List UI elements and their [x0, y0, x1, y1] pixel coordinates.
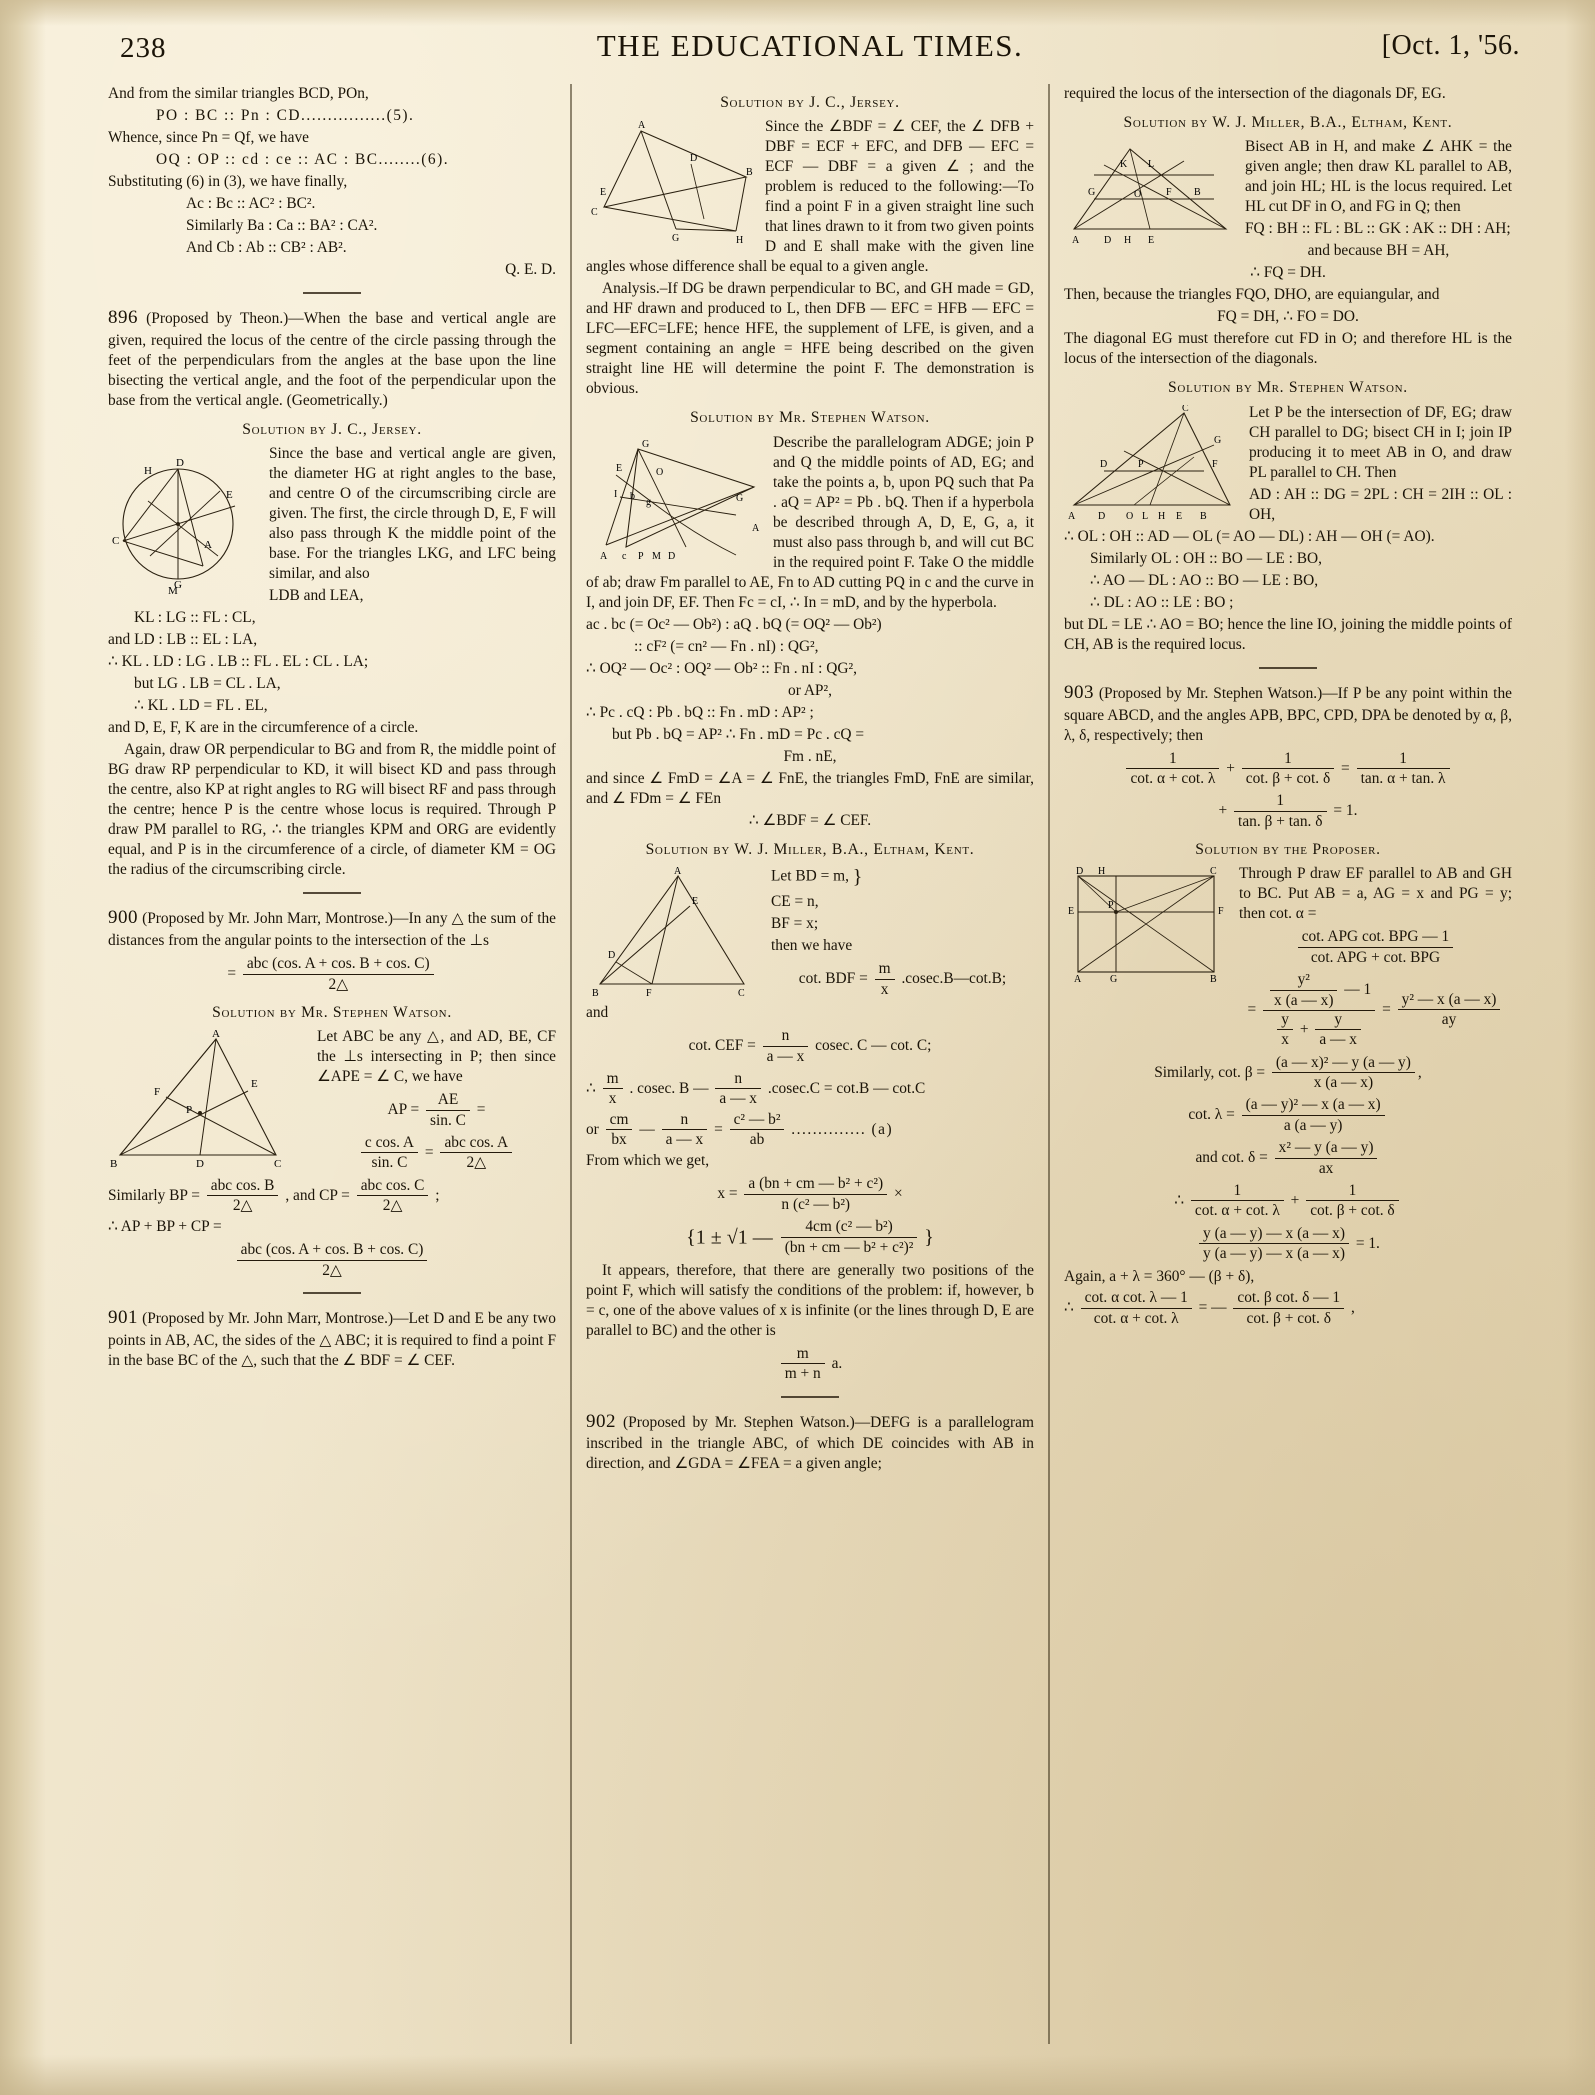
- equation: BF = x;: [770, 915, 819, 933]
- svg-text:B: B: [745, 167, 753, 179]
- equation: [1064, 1139, 1512, 1178]
- fraction-numerator: y (a — y) — x (a — x): [1199, 1225, 1349, 1244]
- equation-tail: — 1: [1340, 981, 1372, 999]
- equation: $\frac{1}{\cot. \alpha + \cot. \lambda}$ + $\frac{1}{\cot. \beta + \cot. \delta}$ = $\frac{1}{\tan. \alpha + \tan. \lambda}$: [1064, 750, 1512, 789]
- equation: Ac : Bc :: AC² : BC².: [186, 195, 316, 213]
- svg-text:P: P: [186, 1104, 193, 1117]
- solution-text: and: [585, 1004, 609, 1022]
- equation: Again, a + λ = 360° — (β + δ),: [1063, 1268, 1255, 1286]
- equation: ∴ Pc . cQ : Pb . bQ :: Fn . mD : AP² ;: [585, 703, 814, 721]
- problem-number: 902: [585, 1410, 616, 1432]
- problem-number: 901: [108, 1307, 138, 1329]
- equation: FQ = DH, ∴ FO = DO.: [1217, 308, 1359, 326]
- equation-lead: cot. λ =: [1188, 1106, 1239, 1124]
- equation-tail: }: [924, 1226, 934, 1249]
- solution-text: but DL = LE ∴ AO = BO; hence the line IO, joining the middle points of CH, AB is the required locus.: [1063, 615, 1512, 653]
- fraction-denominator: cot. APG + cot. BPG: [1310, 948, 1441, 966]
- equation: + $\frac{1}{\tan. \beta + \tan. \delta}$ = 1.: [1218, 792, 1358, 830]
- svg-text:A: A: [204, 539, 212, 552]
- figure-triangle-midpoints: [1064, 405, 1240, 523]
- fraction-numerator: m: [781, 1345, 825, 1364]
- fraction-denominator: cot. β + cot. δ: [1245, 770, 1331, 788]
- fraction-numerator: cot. β cot. δ — 1: [1233, 1289, 1344, 1308]
- problem-text: (Proposed by Mr. John Marr, Montrose.)—Let D and E be any two points in AB, AC, the sides of the △ ABC; it is required to find a point F in the base BC of the △, such that the ∠ BDF = ∠ CEF.: [108, 1310, 557, 1369]
- fraction-denominator: ab: [749, 1131, 765, 1149]
- equation-tail: ×: [893, 1185, 903, 1203]
- equation-lead: or: [585, 1120, 603, 1138]
- equation-lead: and cot. δ =: [1195, 1148, 1272, 1166]
- equation-tag: .............. (a): [791, 1120, 894, 1138]
- solution-heading: Solution by W. J. Miller, B.A., Eltham, Kent.: [1123, 114, 1453, 132]
- equation-line: Let BD = m,: [770, 867, 849, 885]
- fraction-numerator: n: [715, 1070, 761, 1089]
- fraction-denominator: tan. β + tan. δ: [1238, 812, 1323, 830]
- equation: $\frac{\text{c cos. A}}{\sin. C}$ = $\frac{\text{abc cos. A}}{2\triangle}$: [108, 1134, 556, 1173]
- fraction-denominator: y (a — y) — x (a — x): [1203, 1245, 1345, 1263]
- equation: ∴ $\frac{1}{\cot. \alpha + \cot. \lambda}$ + $\frac{1}{\cot. \beta + \cot. \delta}$: [1064, 1182, 1512, 1221]
- svg-text:M: M: [168, 585, 178, 598]
- svg-text:D: D: [1075, 866, 1084, 878]
- fraction-numerator: m: [875, 960, 895, 979]
- fraction-denominator: a — x: [719, 1090, 758, 1108]
- equation: but LG . LB = CL . LA,: [134, 675, 281, 693]
- fraction-denominator: a — x: [1319, 1031, 1357, 1049]
- fraction-numerator: [1263, 971, 1375, 1011]
- equation: [586, 1175, 1034, 1214]
- fraction-denominator: cot. α + cot. λ: [1194, 1202, 1280, 1220]
- fraction-numerator: c² — b²: [730, 1111, 785, 1130]
- svg-text:H: H: [1157, 510, 1166, 522]
- solution-text: Let P be the intersection of DF, EG; draw CH parallel to DG; bisect CH in I; join IP producing it to meet AB in O, and draw PL parallel to CH. Then: [1248, 403, 1512, 481]
- figure-triangle-locus: [1064, 139, 1236, 247]
- fraction-numerator: n: [763, 1027, 809, 1046]
- fraction-denominator: x: [1281, 1031, 1289, 1049]
- fraction-numerator: c cos. A: [361, 1134, 418, 1153]
- equation-tail: a.: [831, 1354, 843, 1372]
- fraction-numerator: y: [1277, 1011, 1293, 1030]
- equation: ∴ OL : OH :: AD — OL (= AO — DL) : AH — OH (= AO).: [1063, 527, 1435, 545]
- svg-text:C: C: [590, 207, 598, 219]
- fraction-denominator: ay: [1441, 1011, 1457, 1029]
- paragraph: required the locus of the intersection of the diagonals DF, EG.: [1063, 85, 1446, 102]
- page-edge-shadow-right: [1565, 0, 1595, 2095]
- equation: [108, 1241, 556, 1280]
- equation: Similarly BP = $\frac{\text{abc cos. B}}{2\triangle}$ , and CP = $\frac{\text{abc cos. C}}{2\triangle}$ ;: [108, 1176, 440, 1215]
- svg-text:G: G: [671, 233, 680, 245]
- fraction-denominator: x (a — x): [1274, 991, 1334, 1009]
- equation-6: OQ : OP :: cd : ce :: AC : BC........(6).: [156, 151, 450, 169]
- paragraph: Whence, since Pn = Qf, we have: [108, 129, 309, 147]
- solution-text: Through P draw EF parallel to AB and GH to BC. Put AB = a, AG = x and PG = y; then cot. α =: [1238, 865, 1512, 923]
- solution-text: Bisect AB in H, and make ∠ AHK = the given angle; then draw KL parallel to AB, and join HL; HL is the locus required. Let HL cut DF in O, and FG in Q; then: [1244, 138, 1512, 216]
- fraction-numerator: 1: [1242, 750, 1334, 769]
- svg-text:E: E: [1067, 906, 1075, 918]
- svg-text:D: D: [196, 1158, 204, 1170]
- section-divider: [781, 1396, 839, 1398]
- svg-text:c: c: [621, 550, 627, 562]
- page-number: 238: [120, 32, 167, 64]
- equation: Similarly Ba : Ca :: BA² : CA².: [186, 217, 378, 235]
- equation-lead: cot. CEF =: [688, 1037, 760, 1055]
- svg-text:D: D: [667, 550, 676, 562]
- solution-text: From which we get,: [585, 1152, 710, 1170]
- fraction-numerator: abc cos. A: [440, 1134, 512, 1153]
- issue-dateline: [Oct. 1, '56.: [1381, 30, 1520, 61]
- fraction-numerator: 1: [1191, 1182, 1284, 1201]
- fraction-numerator: 1: [1306, 1182, 1398, 1201]
- fraction-numerator: abc cos. B: [207, 1177, 279, 1196]
- problem-902: [586, 1410, 1034, 1475]
- svg-text:B: B: [1209, 974, 1217, 983]
- problem-901: [108, 1306, 556, 1371]
- svg-text:A: A: [673, 866, 682, 878]
- column-rule: [1048, 84, 1050, 2044]
- three-column-body: [100, 84, 1520, 2059]
- svg-text:C: C: [274, 1158, 282, 1170]
- section-divider: [303, 292, 361, 294]
- problem-text: (Proposed by Mr. John Marr, Montrose.)—In any △ the sum of the distances from the angular points to the intersection of the ⊥s: [108, 910, 557, 950]
- svg-text:A: A: [1067, 510, 1076, 522]
- svg-text:B: B: [110, 1158, 118, 1170]
- equation-lead: {1 ± √1 —: [686, 1226, 778, 1249]
- fraction-denominator: bx: [611, 1131, 627, 1149]
- svg-text:E: E: [615, 462, 623, 474]
- svg-text:K: K: [1119, 159, 1128, 171]
- fraction-denominator: 2△: [328, 975, 349, 993]
- fraction-numerator: abc cos. C: [357, 1177, 429, 1196]
- svg-text:P: P: [1107, 900, 1114, 912]
- equation: FQ : BH :: FL : BL :: GK : AK :: DH : AH;: [1244, 220, 1511, 238]
- solution-text: Since the base and vertical angle are given, the diameter HG at right angles to the base, and centre O of the circumscribing circle are given. The first, the circle through D, E, F will also pass through K the middle point of the base. For the triangles LKG, and LFC being similar, and also: [269, 445, 557, 583]
- fraction-numerator: cot. APG cot. BPG — 1: [1298, 928, 1454, 947]
- section-divider: [1259, 667, 1317, 669]
- figure-parallelogram-hyperbola: [586, 435, 764, 567]
- equation-5: PO : BC :: Pn : CD................(5).: [156, 107, 415, 125]
- column-rule: [570, 84, 572, 2044]
- equation: [586, 1027, 1034, 1066]
- section-divider: [303, 1292, 361, 1294]
- svg-text:G: G: [1109, 974, 1118, 983]
- equation: Fm . nE,: [783, 747, 837, 765]
- svg-text:G: G: [641, 438, 650, 450]
- column-2: [578, 84, 1042, 2059]
- equation: LDB and LEA,: [269, 587, 364, 605]
- problem-number: 896: [108, 307, 138, 329]
- fraction-denominator: tan. α + tan. λ: [1360, 770, 1446, 788]
- fraction-denominator: ax: [1318, 1159, 1334, 1177]
- fraction-numerator: 1: [1126, 750, 1219, 769]
- equation: CE = n,: [770, 893, 819, 911]
- equation-lead: cot. BDF =: [798, 970, 872, 988]
- equation-mid: =: [714, 1120, 727, 1138]
- svg-text:M: M: [651, 550, 661, 562]
- paragraph: Substituting (6) in (3), we have finally,: [108, 173, 348, 191]
- equation-mid: = —: [1198, 1299, 1231, 1317]
- equation-lead: ∴: [1063, 1299, 1078, 1317]
- equation: [1064, 1225, 1512, 1264]
- svg-text:b: b: [629, 490, 635, 502]
- figure-triangle-bd-ce: [586, 866, 762, 998]
- svg-text:E: E: [1147, 235, 1155, 247]
- equation: [1064, 1096, 1512, 1135]
- problem-896: [108, 306, 556, 411]
- fraction-denominator: cot. α + cot. λ: [1130, 770, 1216, 788]
- svg-text:H: H: [1097, 866, 1106, 878]
- solution-text: and since ∠ FmD = ∠A = ∠ FnE, the triangles FmD, FnE are similar, and ∠ FDm = ∠ FEn: [585, 770, 1034, 808]
- svg-text:E: E: [691, 896, 699, 908]
- page-header: [100, 22, 1520, 78]
- svg-text:E: E: [1175, 510, 1183, 522]
- fraction-numerator: abc (cos. A + cos. B + cos. C): [237, 1241, 428, 1260]
- svg-text:O: O: [1133, 189, 1142, 201]
- svg-text:G: G: [735, 492, 744, 504]
- column-1: [100, 84, 564, 2059]
- equation: ∴ AO — DL : AO :: BO — LE : BO,: [1089, 571, 1319, 589]
- fraction-numerator: a (bn + cm — b² + c²): [744, 1175, 887, 1194]
- fraction-denominator: 2△: [232, 1197, 253, 1215]
- svg-text:F: F: [1211, 458, 1218, 470]
- equation-lead: Similarly, cot. β =: [1154, 1063, 1269, 1081]
- fraction-denominator: cot. β + cot. δ: [1310, 1202, 1395, 1220]
- fraction-numerator: (a — y)² — x (a — x): [1242, 1096, 1385, 1115]
- svg-text:P: P: [1137, 458, 1144, 470]
- column-3: [1056, 84, 1520, 2059]
- solution-text: then we have: [770, 937, 853, 955]
- svg-text:C: C: [737, 988, 745, 999]
- fraction-numerator: y² — x (a — x): [1398, 991, 1501, 1010]
- equation-lead: AP =: [387, 1101, 424, 1119]
- problem-900: [108, 906, 556, 951]
- equation-tail: .cosec.B—cot.B;: [901, 970, 1007, 988]
- equation-tail: ,: [1350, 1299, 1355, 1317]
- fraction-denominator: a — x: [766, 1047, 805, 1065]
- fraction-denominator: m + n: [784, 1365, 821, 1383]
- equation: [586, 1218, 1034, 1257]
- svg-text:A: A: [637, 120, 646, 132]
- equation-tail: .cosec.C = cot.B — cot.C: [767, 1079, 926, 1097]
- equation-mid: , and CP =: [285, 1186, 354, 1204]
- svg-text:F: F: [1165, 187, 1172, 199]
- problem-number: 903: [1063, 681, 1094, 703]
- equation: Similarly OL : OH :: BO — LE : BO,: [1089, 549, 1322, 567]
- fraction-numerator: (a — x)² — y (a — y): [1272, 1054, 1415, 1073]
- svg-text:D: D: [1103, 235, 1112, 247]
- solution-heading: Solution by J. C., Jersey.: [242, 420, 422, 438]
- svg-text:L: L: [1141, 510, 1149, 522]
- section-divider: [303, 892, 361, 894]
- fraction-denominator: cot. β + cot. δ: [1246, 1309, 1331, 1327]
- equation: ∴ FQ = DH.: [1250, 264, 1326, 282]
- solution-heading: Solution by W. J. Miller, B.A., Eltham, Kent.: [645, 841, 975, 859]
- solution-text: Then, because the triangles FQO, DHO, are equiangular, and: [1063, 286, 1440, 304]
- figure-square-apb: [1064, 866, 1230, 982]
- svg-text:I: I: [613, 488, 618, 500]
- fraction-denominator: a (a — y): [1283, 1116, 1343, 1134]
- svg-text:D: D: [607, 950, 616, 962]
- figure-quadrilateral-diagram: [586, 119, 756, 249]
- fraction-denominator: x (a — x): [1313, 1074, 1374, 1092]
- equation: [586, 1070, 1034, 1109]
- svg-text:B: B: [591, 988, 599, 999]
- solution-heading: Solution by J. C., Jersey.: [720, 94, 900, 111]
- svg-text:O: O: [655, 466, 664, 478]
- solution-heading: Solution by the Proposer.: [1195, 841, 1381, 859]
- solution-text: Describe the parallelogram ADGE; join P and Q the middle points of AD, EG; and take the points a, b, upon PQ such that Pa . aQ = AP² = Pb . bQ. Then if a hyperbola be described through A, D, E, G, a, it must also pass through b, and will cut BC in the required point F. Take O the middle of ab; draw Fm parallel to AE, Fn to AD cutting PQ in c and the curve in I, and join DF, EF. Then Fc = cI, ∴ In = mD, and by the hyperbola.: [585, 433, 1034, 611]
- problem-text: (Proposed by Mr. Stephen Watson.)—DEFG is a parallelogram inscribed in the triangle ABC, of which DE coincides with AB in direction, and ∠GDA = ∠FEA = a given angle;: [585, 1413, 1034, 1473]
- solution-text: Analysis.–If DG be drawn perpendicular to BC, and GH made = GD, and HF drawn and produced to L, then DFB — EFC = HFB — EFC = LFC—EFC=LFE; hence HFE, the supplement of LFE, is given, and a segment containing an angle = HFE being described on the given straight line HE will determine the point F. The demonstration is obvious.: [585, 280, 1034, 398]
- equation: ∴ KL . LD = FL . EL,: [134, 697, 268, 715]
- problem-903: [1064, 681, 1512, 746]
- svg-text:O: O: [1125, 510, 1134, 522]
- svg-text:A: A: [1071, 235, 1080, 247]
- fraction-denominator: x: [880, 980, 889, 998]
- page-edge-shadow-left: [0, 0, 46, 2095]
- equation: [586, 1111, 1034, 1150]
- fraction-numerator: y: [1315, 1011, 1361, 1030]
- svg-text:A: A: [212, 1029, 220, 1041]
- svg-text:F: F: [1217, 906, 1224, 918]
- svg-text:E: E: [599, 187, 607, 199]
- fraction-numerator: 1: [1234, 792, 1326, 811]
- equation: = $\frac{\text{abc (cos. A + cos. B + cos. C)}}{2\triangle}$: [108, 955, 556, 994]
- svg-text:L: L: [1147, 159, 1155, 171]
- equation: or AP²,: [788, 681, 832, 699]
- equation: ∴ OQ² — Oc² : OQ² — Ob² :: Fn . nI : QG²,: [585, 659, 857, 677]
- svg-text:G: G: [1087, 187, 1096, 199]
- fraction-numerator: x² — y (a — y): [1275, 1139, 1378, 1158]
- fraction-denominator: $\frac{y}{x}$ + $\frac{y}{a — x}$: [1263, 1011, 1375, 1050]
- svg-text:C: C: [1209, 866, 1217, 878]
- svg-text:D: D: [1097, 510, 1106, 522]
- equation: ac . bc (= Oc² — Ob²) : aQ . bQ (= OQ² — Ob²): [585, 615, 882, 633]
- fraction-numerator: cot. α cot. λ — 1: [1081, 1289, 1192, 1308]
- svg-text:H: H: [735, 235, 744, 247]
- svg-text:F: F: [154, 1086, 161, 1099]
- svg-text:H: H: [144, 465, 152, 478]
- fraction-denominator: (bn + cm — b² + c²)²: [784, 1238, 914, 1256]
- solution-text: and D, E, F, K are in the circumference of a circle.: [108, 719, 419, 737]
- equation: but Pb . bQ = AP² ∴ Fn . mD = Pc . cQ =: [611, 725, 865, 743]
- fraction-denominator: 2△: [322, 1261, 342, 1279]
- solution-heading: Solution by Mr. Stephen Watson.: [212, 1003, 452, 1021]
- svg-text:C: C: [112, 535, 120, 548]
- solution-text: Again, draw OR perpendicular to BG and from R, the middle point of BG draw RP perpendicular to KD, it will bisect KD and pass through the centre, also KP at right angles to RG will bisect RF and pass through the centre; hence P is the centre whose locus is required. Through P draw PM parallel to RG, ∴ the triangles KPM and ORG are evidently equal, and P is in the circumference of a circle, of diameter KM = OG the radius of the circumscribing circle.: [108, 741, 557, 879]
- equation: ∴ KL . LD : LG . LB :: FL . EL : CL . LA;: [108, 653, 369, 671]
- fraction-denominator: sin. C: [430, 1111, 466, 1129]
- fraction-numerator: n: [662, 1111, 708, 1130]
- solution-text: Since the ∠BDF = ∠ CEF, the ∠ DFB + DBF = ECF + EFC, and DFB — EFC = ECF — DBF = a given ∠ ; and the problem is reduced to the following:—To find a point F in a given straight line such that lines drawn to it from two given points D and E shall make with the given line angles whose difference shall be equal to a given angle.: [585, 118, 1034, 276]
- solution-text: It appears, therefore, that there are generally two positions of the point F, which will satisfy the conditions of the problem: if, however, b = c, one of the above values of x is infinite (or the lines through D, E are parallel to BC) and the other is: [585, 1261, 1034, 1339]
- fraction-denominator: sin. C: [371, 1154, 408, 1172]
- svg-text:F: F: [645, 988, 652, 999]
- problem-number: 900: [108, 907, 138, 929]
- equation-tail: cosec. C — cot. C;: [815, 1037, 932, 1055]
- fraction-denominator: n (c² — b²): [781, 1195, 851, 1213]
- svg-text:A: A: [1073, 974, 1082, 983]
- problem-text: (Proposed by Theon.)—When the base and vertical angle are given, required the locus of the centre of the circle passing through the feet of the perpendiculars from the angles at the base upon the line bisecting the vertical angle, and the foot of the perpendicular upon the base from the vertical angle. (Geometrically.): [108, 310, 557, 409]
- svg-text:E: E: [226, 489, 233, 502]
- equation: AP = $\frac{AE}{\sin. C}$ =: [387, 1091, 486, 1129]
- solution-heading: Solution by Mr. Stephen Watson.: [690, 409, 930, 427]
- fraction-numerator: y²: [1270, 971, 1337, 990]
- svg-text:B: B: [1193, 187, 1201, 199]
- equation-lead: Similarly BP =: [108, 1186, 204, 1204]
- equation: [586, 1345, 1034, 1384]
- svg-text:g: g: [645, 496, 651, 508]
- equation-lead: ∴: [585, 1079, 600, 1097]
- svg-text:H: H: [1123, 235, 1132, 247]
- running-title: THE EDUCATIONAL TIMES.: [596, 28, 1024, 63]
- figure-circle-diagram: [108, 446, 260, 598]
- fraction-denominator: a — x: [665, 1131, 704, 1149]
- equation: ∴ DL : AO :: LE : BO ;: [1089, 593, 1234, 611]
- svg-text:C: C: [1181, 404, 1189, 414]
- svg-text:P: P: [637, 550, 644, 562]
- equation-mid: —: [639, 1120, 659, 1138]
- fraction-numerator: 4cm (c² — b²): [781, 1218, 918, 1237]
- svg-text:A: A: [751, 522, 760, 534]
- solution-heading: Solution by Mr. Stephen Watson.: [1168, 379, 1408, 397]
- equation: :: cF² (= cn² — Fn . nI) : QG²,: [633, 637, 819, 655]
- fraction-numerator: AE: [426, 1091, 470, 1110]
- fraction-denominator: 2△: [382, 1197, 403, 1215]
- fraction-numerator: abc (cos. A + cos. B + cos. C): [243, 955, 434, 974]
- equation: And Cb : Ab :: CB² : AB².: [186, 239, 347, 257]
- fraction-numerator: 1: [1357, 750, 1450, 769]
- fraction-numerator: cm: [606, 1111, 633, 1130]
- svg-text:G: G: [174, 579, 182, 592]
- svg-text:E: E: [251, 1078, 258, 1091]
- svg-text:G: G: [1213, 434, 1222, 446]
- equation: Let BD = m, }: [770, 866, 863, 889]
- equation-lead: x =: [717, 1185, 742, 1203]
- qed-mark: Q. E. D.: [505, 261, 557, 279]
- equation-mid: . cosec. B —: [629, 1079, 713, 1097]
- svg-text:A: A: [599, 550, 608, 562]
- equation: Similarly, cot. β = $\frac{\text{(a — x)² — y (a — y)}}{x (a — x)}$ ,: [1154, 1053, 1422, 1092]
- problem-text: (Proposed by Mr. Stephen Watson.)—If P be any point within the square ABCD, and the angles APB, BPC, CPD, DPA be denoted by α, β, λ, δ, respectively; then: [1063, 684, 1512, 744]
- equation-tail: = 1.: [1355, 1234, 1380, 1252]
- equation-tail: = 1.: [1333, 802, 1358, 820]
- fraction-denominator: x: [608, 1090, 617, 1108]
- solution-text: The diagonal EG must therefore cut FD in O; and therefore HL is the locus of the intersection of the diagonals.: [1063, 330, 1512, 368]
- solution-text: Let ABC be any △, and AD, BE, CF the ⊥s intersecting in P; then since ∠APE = ∠ C, we have: [317, 1028, 557, 1086]
- equation: and LD : LB :: EL : LA,: [108, 631, 258, 649]
- svg-text:D: D: [689, 153, 698, 165]
- equation: and because BH = AH,: [1307, 242, 1450, 260]
- fraction-denominator: 2△: [466, 1154, 487, 1172]
- page-content: [100, 22, 1520, 2062]
- figure-triangle-altitudes: [108, 1029, 308, 1169]
- fraction-denominator: cot. α + cot. λ: [1093, 1309, 1179, 1327]
- equation: ∴ AP + BP + CP =: [108, 1218, 222, 1236]
- equation: ∴ ∠BDF = ∠ CEF.: [748, 812, 872, 830]
- fraction-numerator: m: [603, 1070, 623, 1089]
- equation: [1064, 1289, 1512, 1328]
- svg-text:B: B: [1199, 510, 1207, 522]
- equation: = $\frac{\text{y²}}{x (a — x)}$ — 1 $\frac{y}{x}$ + $\frac{y}{a — x}$ = $\frac{\text{y² — x (a — x)}}{ay}$: [1064, 971, 1512, 1049]
- svg-text:D: D: [176, 457, 184, 470]
- equation: KL : LG :: FL : CL,: [134, 609, 256, 627]
- paragraph: And from the similar triangles BCD, POn,: [108, 85, 369, 102]
- svg-text:D: D: [1099, 458, 1108, 470]
- equation: AD : AH :: DG = 2PL : CH = 2IH :: OL : OH,: [1248, 485, 1512, 523]
